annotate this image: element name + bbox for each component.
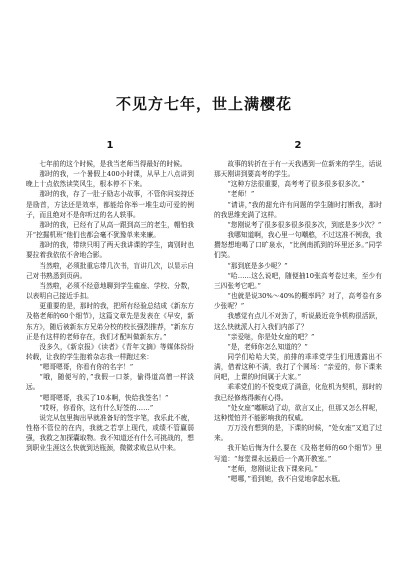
paragraph: “哈……这么说吧，随便抽10张高考卷过来，至少有三四张考它吧。” [214, 271, 382, 290]
paragraph: 那时的我，一个暑假上400小时课，从早上八点讲到晚上十点依然读笑风生，根本停不下来。 [26, 170, 194, 189]
paragraph: 当然啦，必须批重忘带几次书，盲讲几次，以显示自己对书熟悉到页码。 [26, 261, 194, 280]
paragraph: 故事的转折在于有一天我遇到一位新来的学生，话说那天刚讲到要高考的学生。 [214, 160, 382, 179]
paragraph: “请讲，”我的甜允许有问题的学生随时打断我，那时的我思维充满了这样。 [214, 200, 382, 219]
paragraph: “老师，您刚说让我下课来问。” [227, 464, 318, 473]
paragraph: 那时的我，存了一肚子励志小故事，不管你问妄持还是励首，方法还是效率，都能给你举一堆生动可爱的例子，而且绝对不是你听过的名人轶事。 [26, 190, 194, 219]
paragraph: 万万没有想到的是，下课的时候，“处女座”又追了过来。 [214, 424, 382, 443]
paragraph: 同学们哈哈大笑，前排的乖乖党学生们甩透露出不满，借着这种不满，我打了个圆场：“亲爱的，你下课来问吧，上课的时间属于大家。” [214, 352, 382, 382]
paragraph: 那时的我，已经有了从高一跟到高三的老生，帽怕我开“挖掘机班”他们也都会毫不犹豫单来来廉。 [26, 220, 194, 240]
column-1 [26, 140, 194, 454]
paragraph: “您刚说考了很多很多很多很多次，到底是多少次？” [227, 220, 382, 229]
column-number: 2 [294, 140, 302, 151]
paragraph: 七年前的这个时候，是我当老师当得最好的时候。 [39, 160, 187, 168]
paragraph: “处女座”嘟顺动了动，欲言又止，但那又怎么样呢，这种慌怕并不能影响我的权威。 [214, 403, 382, 422]
paragraph: 更重要的是，那时的我，把所有经验总结成《新东方及格老师的60个细节》，这篇文章先是发表在《早安，新东方》，随后被新东方兄弟分校的校长强烈推荐，“新东方正是有这样的老师存在，我们才配叫做新东方。” [26, 302, 194, 341]
column-number: 1 [106, 140, 114, 151]
paragraph: 我哪知道啊，我心里一句嘲憨，不过这准不例我，我攒怒想地喝了口旷泉水，“比例南抓到的环里还多。”同学们笑。 [214, 231, 382, 260]
paragraph: “也就是说30%～40%的概率吗？对了，高考卷有多少张呢？” [214, 292, 382, 311]
paragraph: “嗯哪，”看到她，我不自觉地拿起水瓶。 [227, 474, 345, 483]
paragraph: 乖乖党们的不悦变成了满意，化危机为契机，那时的我已经修炼得颇有心得。 [214, 383, 382, 402]
paragraph: “哎呀，你看你，这有什么好签的……” [39, 403, 154, 412]
paragraph: “那到底是多少呢？” [227, 261, 288, 270]
paragraph: “嗯哥嗯哥，我买了10本啊，快给我签名！” [39, 393, 169, 402]
paragraph: 说完从包里掏出早就准备好的签字笔，我乐此不疲，性格不管位的在内，我就之若享上现代，或绩不管赢弱强，我救之加探囊取物。我不知道还有什么可挑战的，想到职业生涯这么快就到达瓶颈，微微求败总从中来。 [26, 413, 194, 453]
paragraph: “是，老师你怎么知道的？” [227, 342, 308, 351]
paragraph: “这种方法很重要，高考考了很多很多很多次。” [227, 180, 365, 189]
paragraph: 那时的我，带续只明了两天我讲课的学生，离别时也要拉着我依依不舍地合影。 [26, 241, 194, 260]
chapter-title: 不见方七年，世上满樱花 [115, 95, 292, 113]
column-2 [214, 140, 382, 484]
paragraph: “老师！” [227, 190, 255, 199]
paragraph: 我开始后悔为什么要在《及格老师的60个细节》里写道：“每堂课永远最后一个离开教室。” [214, 444, 382, 463]
paragraph: 我感觉有点儿不对劲了，听说最近竞争机构很活跃，这么快就派人打入我们内部了？ [214, 312, 382, 331]
paragraph: 当然啦，必须不经意地聊到学生雇座、学校、分数，以表明自己接近手扣。 [26, 281, 194, 301]
paragraph: “亲爱哒，你是处女座的吧？” [227, 332, 315, 341]
paragraph: “哦，随便写的，”我假一口茶，偷得道高僧一样淡远。 [26, 373, 194, 392]
paragraph: 没多久，《新京报》《读者》《青年文摘》等媒体纷纷转载，让我的学生抱着杂志我一样跑过来： [26, 342, 194, 361]
paragraph: “嗯哥嗯哥，你看有你的名字！” [39, 363, 134, 372]
